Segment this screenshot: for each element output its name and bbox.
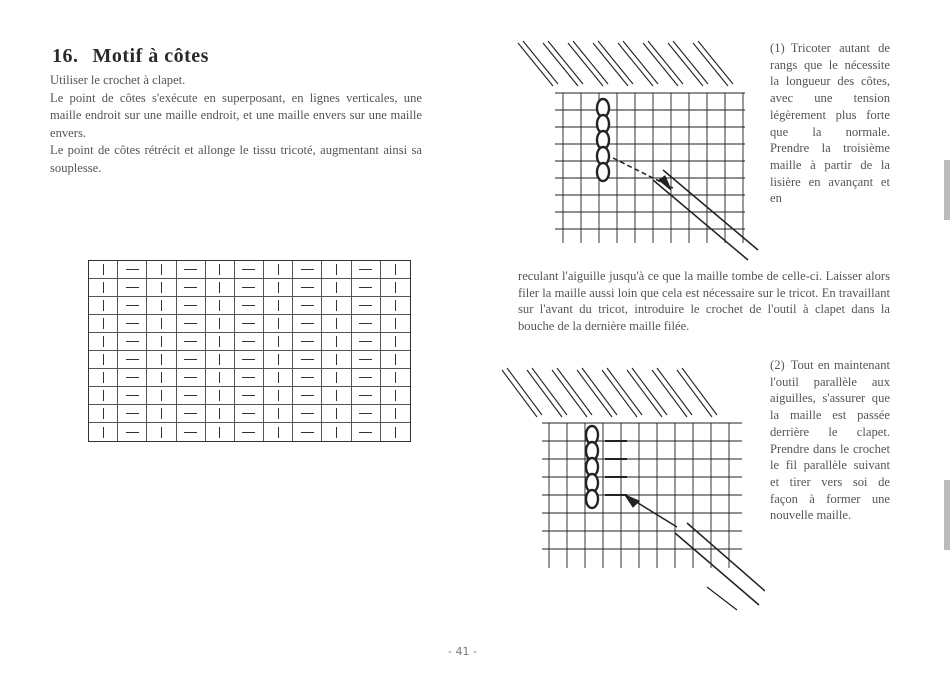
chart-cell [235,351,264,369]
chart-cell [264,315,293,333]
chart-cell [264,423,293,441]
knit-symbol-icon [336,318,337,329]
needle-row-icon [518,41,733,86]
purl-symbol-icon [301,359,314,360]
knit-symbol-icon [103,318,104,329]
chart-cell [177,351,206,369]
pull-direction-arrow-icon [707,587,737,610]
purl-symbol-icon [301,395,314,396]
knit-symbol-icon [161,264,162,275]
chart-cell [89,369,118,387]
knit-symbol-icon [161,427,162,438]
chart-cell [89,279,118,297]
purl-symbol-icon [301,269,314,270]
knit-symbol-icon [161,408,162,419]
step-2 [770,357,890,524]
chart-cell [322,279,351,297]
chart-cell [293,297,322,315]
page-number: - 41 - [448,645,477,658]
purl-symbol-icon [242,395,255,396]
knit-symbol-icon [278,282,279,293]
chart-cell [118,315,147,333]
knit-symbol-icon [103,408,104,419]
chart-cell [264,369,293,387]
chart-cell [264,405,293,423]
chart-cell [235,423,264,441]
chart-cell [264,333,293,351]
purl-symbol-icon [301,413,314,414]
knit-symbol-icon [278,318,279,329]
purl-symbol-icon [184,323,197,324]
knit-symbol-icon [219,336,220,347]
purl-symbol-icon [184,395,197,396]
knit-symbol-icon [103,282,104,293]
knit-symbol-icon [219,318,220,329]
chart-cell [89,387,118,405]
knit-symbol-icon [219,300,220,311]
chart-cell [177,333,206,351]
chart-cell [322,423,351,441]
purl-symbol-icon [359,377,372,378]
purl-symbol-icon [301,323,314,324]
step-2-side-content: Tout en maintenant l'outil parallèle aux aiguilles, s'assurer que la maille est passée derrière le clapet. Prendre dans le crochet le fil parallèle suivant et tirer vers soi de façon à former une nouvelle maille. [770,358,890,523]
knit-symbol-icon [103,336,104,347]
knit-symbol-icon [336,264,337,275]
needle-row-icon [502,368,717,417]
section-number: 16. [52,45,79,68]
purl-symbol-icon [242,377,255,378]
chart-cell [118,297,147,315]
purl-symbol-icon [359,395,372,396]
step-2-number: (2) [770,358,785,372]
chart-cell [264,351,293,369]
chart-cell [177,423,206,441]
knit-fabric-icon [542,423,742,568]
purl-symbol-icon [126,359,139,360]
chart-cell [381,297,410,315]
chart-cell [352,369,381,387]
chart-cell [147,423,176,441]
chart-cell [352,297,381,315]
dropped-stitch-chain-icon [586,426,598,508]
rib-stitch-chart [88,260,411,442]
chart-cell [118,261,147,279]
purl-symbol-icon [126,395,139,396]
knit-symbol-icon [278,264,279,275]
knit-symbol-icon [161,372,162,383]
chart-cell [235,405,264,423]
knit-symbol-icon [278,372,279,383]
chart-cell [206,423,235,441]
chart-cell [177,387,206,405]
knit-symbol-icon [278,300,279,311]
chart-cell [206,333,235,351]
knit-symbol-icon [278,336,279,347]
page-edge-shadow [944,480,950,550]
purl-symbol-icon [126,305,139,306]
knit-symbol-icon [336,300,337,311]
purl-symbol-icon [359,413,372,414]
chart-cell [264,279,293,297]
step-1-side-text [770,40,890,207]
knit-symbol-icon [395,408,396,419]
chart-cell [352,387,381,405]
chart-cell [264,297,293,315]
purl-symbol-icon [301,305,314,306]
section-title-text: Motif à côtes [92,45,209,68]
chart-cell [293,279,322,297]
knit-symbol-icon [278,390,279,401]
chart-cell [118,405,147,423]
knit-symbol-icon [278,354,279,365]
purl-symbol-icon [184,341,197,342]
chart-cell [206,369,235,387]
purl-symbol-icon [184,413,197,414]
chart-cell [235,315,264,333]
chart-cell [177,369,206,387]
purl-symbol-icon [126,432,139,433]
knit-symbol-icon [103,264,104,275]
chart-cell [352,351,381,369]
purl-symbol-icon [359,359,372,360]
purl-symbol-icon [242,359,255,360]
chart-cell [177,405,206,423]
purl-symbol-icon [126,287,139,288]
chart-cell [235,333,264,351]
knit-symbol-icon [336,282,337,293]
knit-symbol-icon [219,354,220,365]
purl-symbol-icon [126,341,139,342]
knit-symbol-icon [336,354,337,365]
chart-cell [147,315,176,333]
knit-symbol-icon [219,427,220,438]
intro-text [50,72,422,177]
chart-cell [147,279,176,297]
chart-cell [206,351,235,369]
page-edge-shadow [944,160,950,220]
chart-cell [381,369,410,387]
chart-cell [118,387,147,405]
knit-symbol-icon [219,372,220,383]
chart-cell [322,351,351,369]
chart-cell [118,423,147,441]
chart-cell [381,279,410,297]
knit-symbol-icon [336,336,337,347]
purl-symbol-icon [126,269,139,270]
latch-tool-icon [625,495,765,605]
chart-cell [118,369,147,387]
chart-cell [206,279,235,297]
chart-cell [235,369,264,387]
knit-symbol-icon [103,372,104,383]
chart-cell [118,351,147,369]
chart-cell [235,297,264,315]
purl-symbol-icon [301,341,314,342]
knit-symbol-icon [161,300,162,311]
chart-cell [177,261,206,279]
chart-cell [293,261,322,279]
knit-symbol-icon [278,408,279,419]
knit-symbol-icon [103,354,104,365]
chart-cell [352,333,381,351]
knit-symbol-icon [161,336,162,347]
intro-line-1: Utiliser le crochet à clapet. [50,73,186,87]
knit-symbol-icon [395,336,396,347]
knit-symbol-icon [336,408,337,419]
knit-symbol-icon [395,300,396,311]
chart-cell [89,297,118,315]
knit-symbol-icon [219,408,220,419]
purl-symbol-icon [242,432,255,433]
knit-symbol-icon [336,390,337,401]
knit-fabric-icon [555,93,745,243]
chart-cell [293,333,322,351]
knit-symbol-icon [161,282,162,293]
purl-symbol-icon [126,413,139,414]
purl-symbol-icon [359,287,372,288]
purl-symbol-icon [301,377,314,378]
chart-cell [89,405,118,423]
chart-cell [322,315,351,333]
chart-cell [293,351,322,369]
purl-symbol-icon [301,287,314,288]
purl-symbol-icon [359,323,372,324]
chart-cell [381,333,410,351]
chart-cell [235,279,264,297]
chart-cell [381,387,410,405]
chart-cell [147,261,176,279]
purl-symbol-icon [242,413,255,414]
chart-cell [177,279,206,297]
purl-symbol-icon [184,377,197,378]
intro-line-2: Le point de côtes s'exécute en superposant, en lignes verticales, une maille endroit sur une maille endroit, et une maille envers sur une maille envers. [50,90,422,140]
chart-cell [381,351,410,369]
chart-cell [235,261,264,279]
purl-symbol-icon [359,269,372,270]
chart-cell [147,369,176,387]
chart-cell [264,261,293,279]
knit-symbol-icon [161,318,162,329]
knit-symbol-icon [103,390,104,401]
step-2-side-text [770,357,890,524]
chart-cell [352,423,381,441]
chart-cell [264,387,293,405]
purl-symbol-icon [184,359,197,360]
chart-cell [89,351,118,369]
chart-cell [293,315,322,333]
arrow-icon [625,495,639,507]
knit-symbol-icon [395,372,396,383]
chart-cell [322,405,351,423]
chart-cell [147,351,176,369]
purl-symbol-icon [242,305,255,306]
chart-cell [118,279,147,297]
knit-symbol-icon [395,282,396,293]
chart-cell [293,423,322,441]
chart-cell [235,387,264,405]
knit-symbol-icon [395,264,396,275]
purl-symbol-icon [242,287,255,288]
purl-symbol-icon [359,432,372,433]
step-1-number: (1) [770,41,785,55]
chart-cell [293,387,322,405]
chart-cell [89,423,118,441]
chart-cell [206,387,235,405]
knit-symbol-icon [336,427,337,438]
knit-symbol-icon [278,427,279,438]
chart-cell [177,297,206,315]
purl-symbol-icon [359,341,372,342]
chart-cell [147,297,176,315]
purl-symbol-icon [126,377,139,378]
chart-cell [177,315,206,333]
purl-symbol-icon [184,287,197,288]
purl-symbol-icon [126,323,139,324]
ladder-threads-icon [605,441,627,495]
chart-cell [206,297,235,315]
knit-symbol-icon [103,427,104,438]
chart-cell [381,315,410,333]
chart-cell [206,405,235,423]
chart-cell [322,387,351,405]
chart-cell [322,297,351,315]
chart-cell [322,333,351,351]
chart-cell [322,369,351,387]
chart-cell [89,333,118,351]
chart-cell [293,405,322,423]
step-1 [518,40,890,334]
intro-line-3: Le point de côtes rétrécit et allonge le tissu tricoté, augmentant ainsi sa souplesse. [50,143,422,175]
knit-symbol-icon [395,318,396,329]
knit-symbol-icon [161,390,162,401]
chart-cell [206,261,235,279]
knit-symbol-icon [395,390,396,401]
knit-symbol-icon [219,390,220,401]
step-1-continuation: reculant l'aiguille jusqu'à ce que la maille tombe de celle-ci. Laisser alors filer la maille aussi loin que cela est nécessaire sur le tricot. En travaillant sur l'avant du tricot, introduire le crochet de l'outil à clapet dans la bouche de la dernière maille filée. [518,269,890,334]
step-1-side-content: Tricoter autant de rangs que le nécessite la longueur des côtes, avec une tension légèrement plus forte que la normale. Prendre la troisième maille à partir de la lisière en avançant et en [770,41,890,206]
purl-symbol-icon [359,305,372,306]
chart-cell [147,405,176,423]
chart-cell [293,369,322,387]
chart-cell [89,261,118,279]
chart-cell [147,333,176,351]
chart-cell [352,279,381,297]
purl-symbol-icon [184,432,197,433]
purl-symbol-icon [242,323,255,324]
chart-cell [322,261,351,279]
chart-cell [89,315,118,333]
chart-cell [206,315,235,333]
purl-symbol-icon [301,432,314,433]
knit-symbol-icon [395,354,396,365]
illustration-step-2 [497,365,765,615]
purl-symbol-icon [184,305,197,306]
chart-cell [352,261,381,279]
purl-symbol-icon [242,341,255,342]
knit-symbol-icon [219,282,220,293]
chart-cell [118,333,147,351]
knit-symbol-icon [161,354,162,365]
chart-cell [381,261,410,279]
knit-symbol-icon [395,427,396,438]
chart-cell [352,405,381,423]
knit-symbol-icon [336,372,337,383]
knit-symbol-icon [219,264,220,275]
illustration-step-1 [513,38,761,268]
knit-symbol-icon [103,300,104,311]
chart-cell [147,387,176,405]
purl-symbol-icon [184,269,197,270]
purl-symbol-icon [242,269,255,270]
section-title [52,45,209,68]
dropped-stitch-chain-icon [597,99,609,181]
chart-cell [381,405,410,423]
chart-cell [381,423,410,441]
chart-cell [352,315,381,333]
